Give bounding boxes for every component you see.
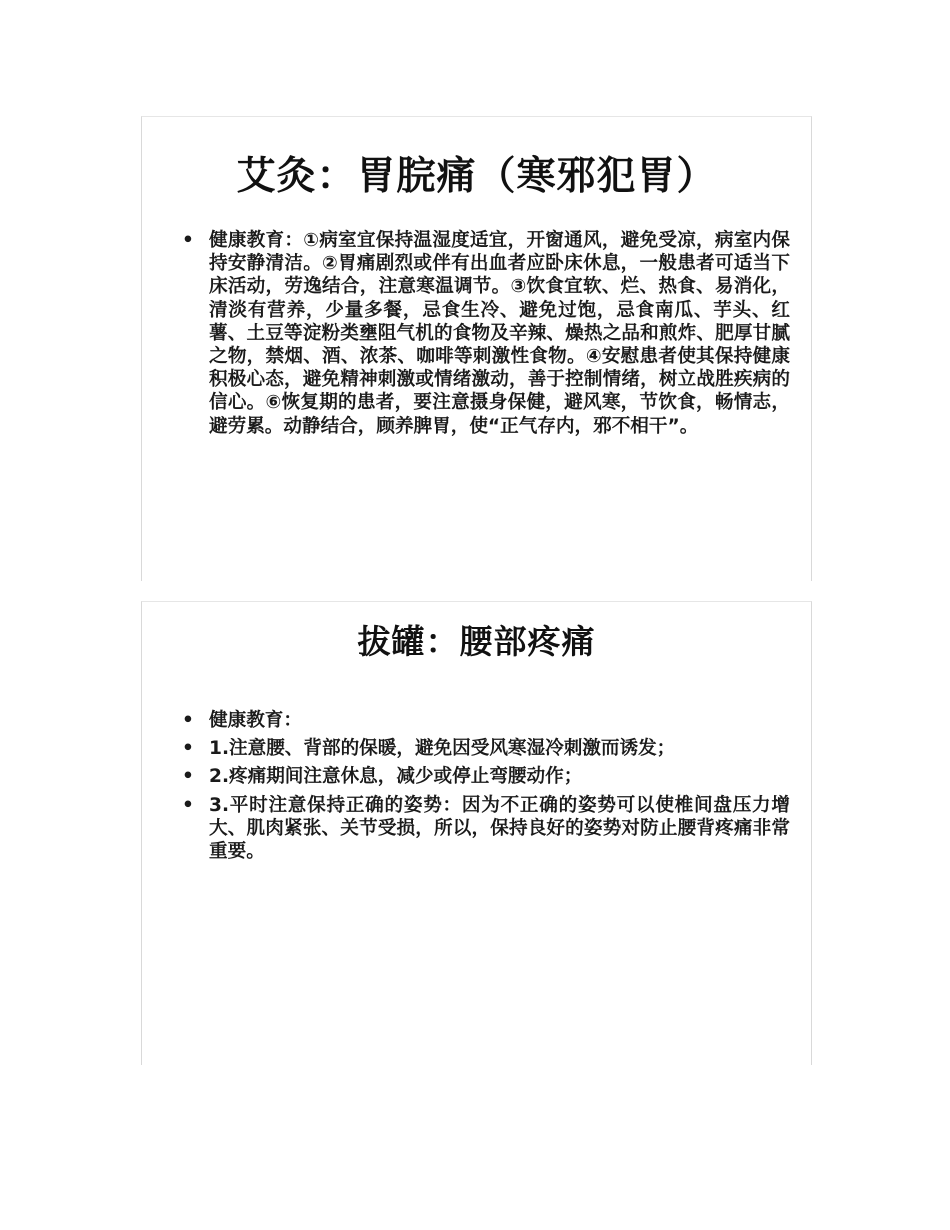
bullet-dot-icon: • [182,794,194,816]
bullet-text: 2.疼痛期间注意休息，减少或停止弯腰动作； [209,766,583,788]
slide-moxibustion [141,116,812,581]
bullet-dot-icon: • [182,710,194,731]
slide-title: 拔罐：腰部疼痛 [357,622,596,661]
bullet-item [180,794,790,864]
bullet-item [180,765,790,788]
slide-cupping [141,601,812,1065]
bullet-text: 健康教育：①病室宜保持温湿度适宜，开窗通风，避免受凉，病室内保持安静清洁。②胃痛剧烈或伴有出血者应卧床休息，一般患者可适当下床活动，劳逸结合，注意寒温调节。③饮食宜软、烂、热食、易消化，清淡有营养，少量多餐，忌食生冷、避免过饱，忌食南瓜、芋头、红薯、土豆等淀粉类壅阻气机的食物及辛辣、燥热之品和煎炸、肥厚甘腻之物，禁烟、酒、浓茶、咖啡等刺激性食物。④安慰患者使其保持健康积极心态，避免精神刺激或情绪激动，善于控制情绪，树立战胜疾病的信心。⑥恢复期的患者，要注意摄身保健，避风寒，节饮食，畅情志，避劳累。动静结合，顾养脾胃，使“正气存内，邪不相干”。 [209,230,790,437]
bullet-list [180,709,790,868]
bullet-item [180,709,790,732]
bullet-dot-icon: • [182,230,194,251]
bullet-list [180,229,790,438]
bullet-dot-icon: • [182,738,194,760]
bullet-text: 1.注意腰、背部的保暖，避免因受风寒湿冷刺激而诱发； [209,738,676,760]
bullet-text: 健康教育： [209,710,302,731]
bullet-item [180,229,790,438]
slide-title: 艾灸：胃脘痛（寒邪犯胃） [236,154,717,199]
bullet-dot-icon: • [182,766,194,788]
bullet-text: 3.平时注意保持正确的姿势：因为不正确的姿势可以使椎间盘压力增大、肌肉紧张、关节受损，所以，保持良好的姿势对防止腰背疼痛非常重要。 [209,794,790,863]
bullet-item [180,737,790,760]
